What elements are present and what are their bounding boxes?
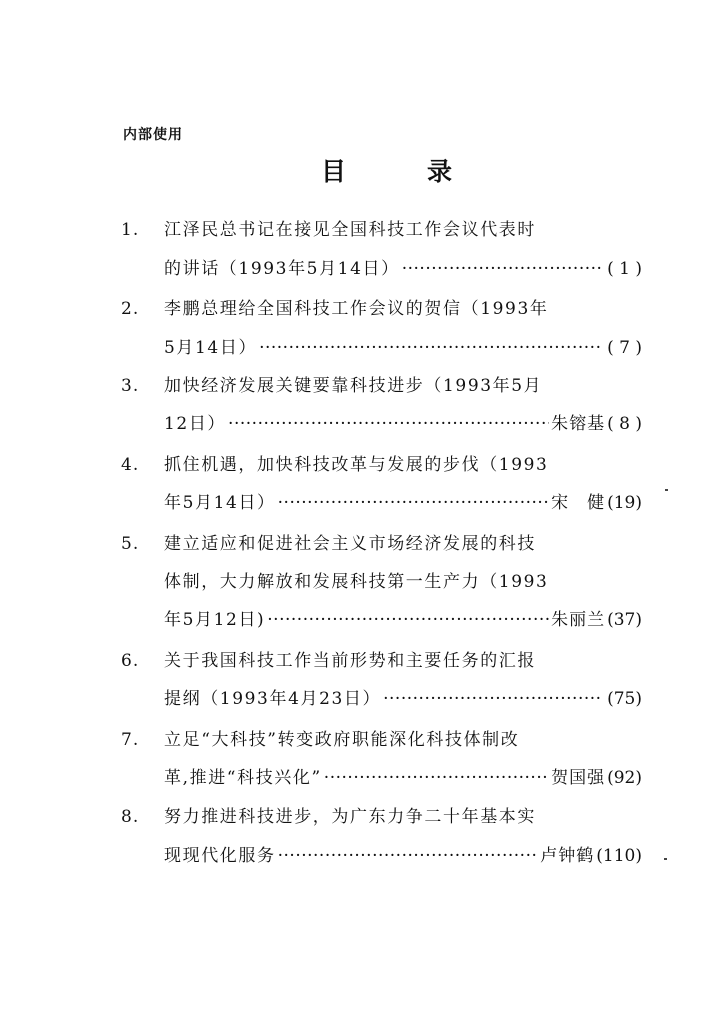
toc-entry-last-line xyxy=(164,492,642,514)
leader-dots xyxy=(402,258,603,280)
page-title-char-2: 录 xyxy=(427,157,453,186)
toc-entry-author: 贺国强 xyxy=(551,768,606,788)
toc-entry-title-tail: 5月14日） xyxy=(164,338,258,358)
toc-entry-last-line xyxy=(164,609,642,631)
toc-entry-title: 加快经济发展关键要靠科技进步（1993年5月 xyxy=(164,376,543,396)
leader-dots xyxy=(278,845,539,867)
scan-speck xyxy=(665,489,668,491)
toc-entry-last-line xyxy=(164,337,642,359)
leader-dots xyxy=(267,609,549,631)
toc-entry-page: (75) xyxy=(607,689,642,709)
toc-entry-page: ( 1 ) xyxy=(607,259,642,279)
toc-entry-number: 2. xyxy=(121,299,140,319)
toc-entry-title: 江泽民总书记在接见全国科技工作会议代表时 xyxy=(164,220,536,240)
toc-entry-title: 立足“大科技”转变政府职能深化科技体制改 xyxy=(164,730,520,750)
toc-entry-title-tail: 年5月14日） xyxy=(164,493,276,513)
toc-entry-last-line xyxy=(164,413,642,435)
toc-entry-title-tail: 现现代化服务 xyxy=(164,846,276,866)
toc-entry-number: 1. xyxy=(121,220,140,240)
leader-dots xyxy=(259,337,603,359)
toc-entry-number: 3. xyxy=(121,376,140,396)
toc-entry-page: ( 7 ) xyxy=(607,338,642,358)
toc-entry-author: 卢钟鹤 xyxy=(540,846,595,866)
toc-entry-author: 宋 健 xyxy=(551,493,606,513)
toc-entry-page: (19) xyxy=(607,493,642,513)
leader-dots xyxy=(278,492,549,514)
scan-speck xyxy=(664,858,667,860)
toc-entry-last-line xyxy=(164,845,642,867)
page-title-char-1: 目 xyxy=(321,157,347,186)
toc-entry-title: 努力推进科技进步，为广东力争二十年基本实 xyxy=(164,807,536,827)
toc-entry-page: (37) xyxy=(607,610,642,630)
toc-entry-page: ( 8 ) xyxy=(607,414,642,434)
toc-entry-author: 朱丽兰 xyxy=(551,610,606,630)
toc-entry-last-line xyxy=(164,688,642,710)
toc-entry-title-tail: 的讲话（1993年5月14日） xyxy=(164,259,400,279)
toc-entry-title: 关于我国科技工作当前形势和主要任务的汇报 xyxy=(164,651,536,671)
toc-entry-number: 7. xyxy=(121,730,140,750)
toc-entry-number: 8. xyxy=(121,807,140,827)
toc-entry-title-tail: 12日） xyxy=(164,414,227,434)
leader-dots xyxy=(228,413,549,435)
toc-entry-title: 李鹏总理给全国科技工作会议的贺信（1993年 xyxy=(164,299,549,319)
toc-entry-title: 抓住机遇，加快科技改革与发展的步伐（1993 xyxy=(164,455,549,475)
toc-entry-title-tail: 提纲（1993年4月23日） xyxy=(164,689,382,709)
leader-dots xyxy=(383,688,603,710)
toc-entry-number: 4. xyxy=(121,455,140,475)
toc-entry-title-tail: 年5月12日) xyxy=(164,610,266,630)
toc-entry-number: 6. xyxy=(121,651,140,671)
internal-use-label: 内部使用 xyxy=(123,127,183,143)
toc-entry-title: 建立适应和促进社会主义市场经济发展的科技 xyxy=(164,534,536,554)
toc-entry-author: 朱镕基 xyxy=(551,414,606,434)
toc-entry-last-line xyxy=(164,258,642,280)
toc-entry-page: (110) xyxy=(596,846,642,866)
toc-entry-title: 体制，大力解放和发展科技第一生产力（1993 xyxy=(164,572,549,592)
toc-entry-title-tail: 革,推进“科技兴化” xyxy=(164,768,322,788)
toc-entry-number: 5. xyxy=(121,534,140,554)
leader-dots xyxy=(324,767,549,789)
toc-entry-page: (92) xyxy=(607,768,642,788)
toc-entry-last-line xyxy=(164,767,642,789)
